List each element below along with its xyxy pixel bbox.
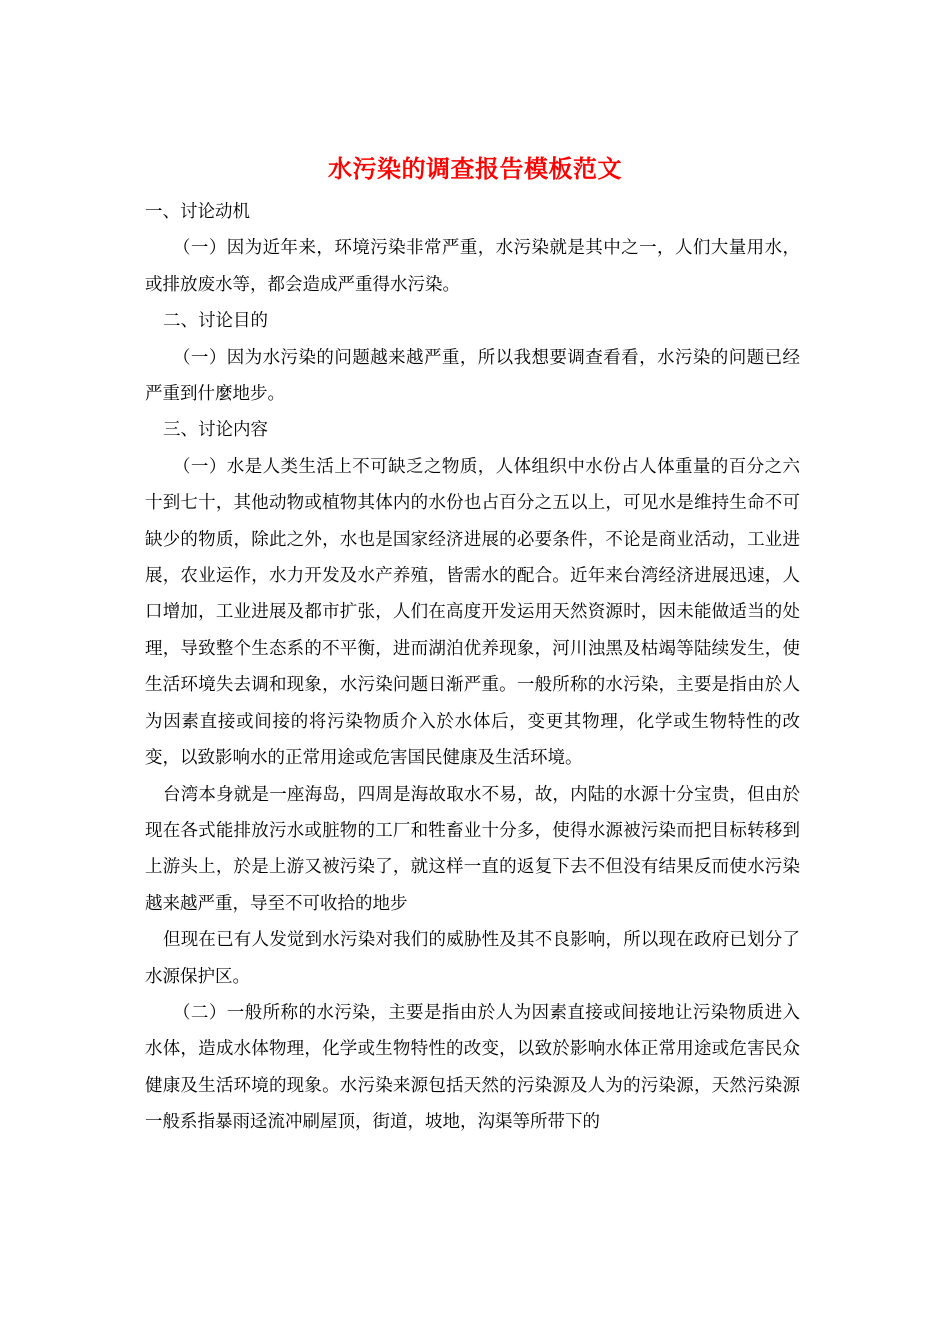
heading-content: 三、讨论内容	[163, 420, 268, 441]
heading-purpose: 二、讨论目的	[163, 311, 268, 332]
paragraph-content-2: （二）一般所称的水污染，主要是指由於人为因素直接或间接地让污染物质进入水体，造成水体物理，化学或生物特性的改变，以致於影响水体正常用途或危害民众健康及生活环境的现象。水污染来源包括天然的污染源及人为的污染源，天然污染源一般系指暴雨迳流冲刷屋顶，街道，坡地，沟渠等所带下的	[145, 1002, 800, 1133]
paragraph-protection: 但现在已有人发觉到水污染对我们的威胁性及其不良影响，所以现在政府已划分了水源保护区。	[145, 930, 800, 987]
paragraph-taiwan: 台湾本身就是一座海岛，四周是海故取水不易，故，内陆的水源十分宝贵，但由於现在各式能排放污水或脏物的工厂和牲畜业十分多，使得水源被污染而把目标转移到上游头上，於是上游又被污染了，就这样一直的返复下去不但没有结果反而使水污染越来越严重，导至不可收拾的地步	[145, 784, 800, 914]
paragraph-motivation-1: （一）因为近年来，环境污染非常严重，水污染就是其中之一，人们大量用水，或排放废水等，都会造成严重得水污染。	[145, 238, 800, 295]
heading-motivation: 一、讨论动机	[145, 202, 250, 222]
paragraph-content-1: （一）水是人类生活上不可缺乏之物质，人体组织中水份占人体重量的百分之六十到七十，其他动物或植物其体内的水份也占百分之五以上，可见水是维持生命不可缺少的物质，除此之外，水也是国家经济进展的必要条件，不论是商业活动，工业进展，农业运作，水力开发及水产养殖，皆需水的配合。近年来台湾经济进展迅速，人口增加，工业进展及都市扩张，人们在高度开发运用天然资源时，因未能做适当的处理，导致整个生态系的不平衡，进而湖泊优养现象，河川浊黑及枯竭等陆续发生，使生活环境失去调和现象，水污染问题日渐严重。一般所称的水污染，主要是指由於人为因素直接或间接的将污染物质介入於水体后，变更其物理，化学或生物特性的改变，以致影响水的正常用途或危害国民健康及生活环境。	[145, 456, 800, 769]
document-title: 水污染的调查报告模板范文	[328, 154, 622, 183]
paragraph-purpose-1: （一）因为水污染的问题越来越严重，所以我想要调查看看，水污染的问题已经严重到什麼地步。	[145, 347, 800, 405]
document-body	[145, 194, 800, 1141]
